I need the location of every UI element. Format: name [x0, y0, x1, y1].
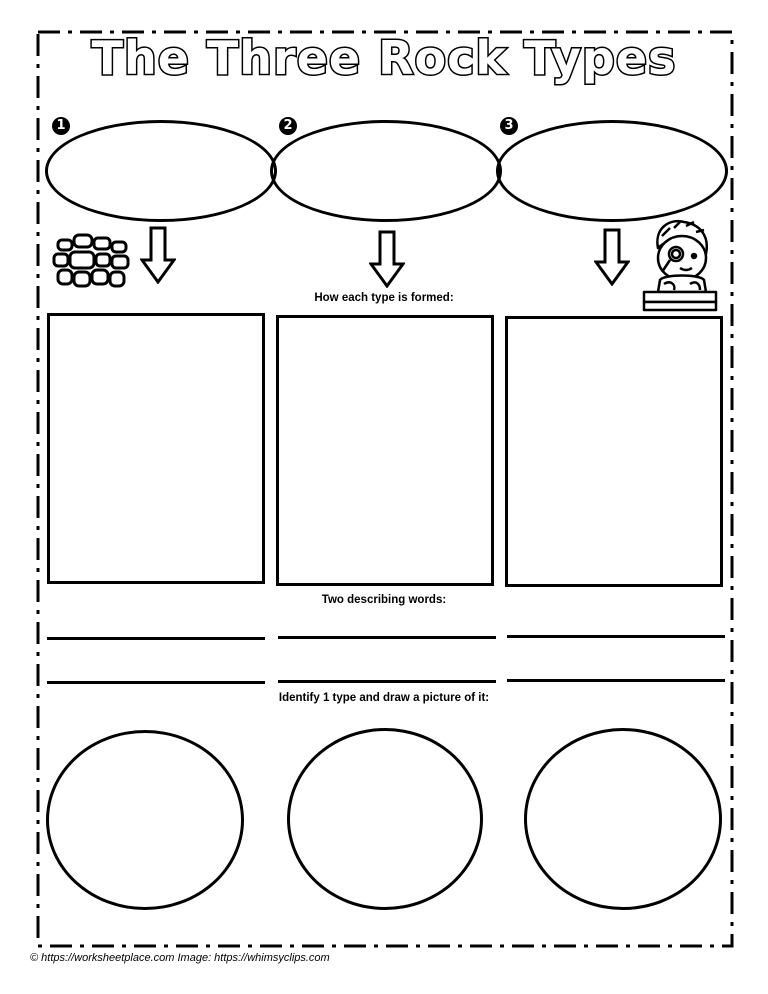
down-arrow-icon-1: [140, 226, 176, 284]
rock-type-ellipse-2[interactable]: [270, 120, 502, 222]
down-arrow-icon-3: [594, 228, 630, 286]
drawing-circle-2[interactable]: [287, 728, 483, 910]
formed-box-3[interactable]: [505, 316, 723, 587]
rock-pile-icon: [50, 232, 136, 292]
footer-credit: © https://worksheetplace.com Image: https://whimsyclips.com: [30, 952, 330, 964]
identify-label: Identify 1 type and draw a picture of it:: [278, 692, 490, 704]
word-line-2a[interactable]: [278, 636, 496, 639]
word-line-1a[interactable]: [47, 637, 265, 640]
formed-label: How each type is formed:: [314, 292, 454, 304]
drawing-circle-3[interactable]: [524, 728, 722, 910]
word-line-3b[interactable]: [507, 679, 725, 682]
number-badge-3: 3: [500, 117, 518, 135]
number-badge-1: 1: [52, 117, 70, 135]
number-badge-2: 2: [279, 117, 297, 135]
formed-box-2[interactable]: [276, 315, 494, 586]
word-line-3a[interactable]: [507, 635, 725, 638]
page-title: The Three Rock Types: [91, 31, 677, 85]
drawing-circle-1[interactable]: [46, 730, 244, 910]
down-arrow-icon-2: [369, 230, 405, 288]
rock-type-ellipse-3[interactable]: [496, 120, 728, 222]
word-line-2b[interactable]: [278, 680, 496, 683]
kid-with-magnifying-glass-icon: [640, 214, 720, 314]
rock-type-ellipse-1[interactable]: [45, 120, 277, 222]
describing-label: Two describing words:: [321, 594, 447, 606]
word-line-1b[interactable]: [47, 681, 265, 684]
formed-box-1[interactable]: [47, 313, 265, 584]
